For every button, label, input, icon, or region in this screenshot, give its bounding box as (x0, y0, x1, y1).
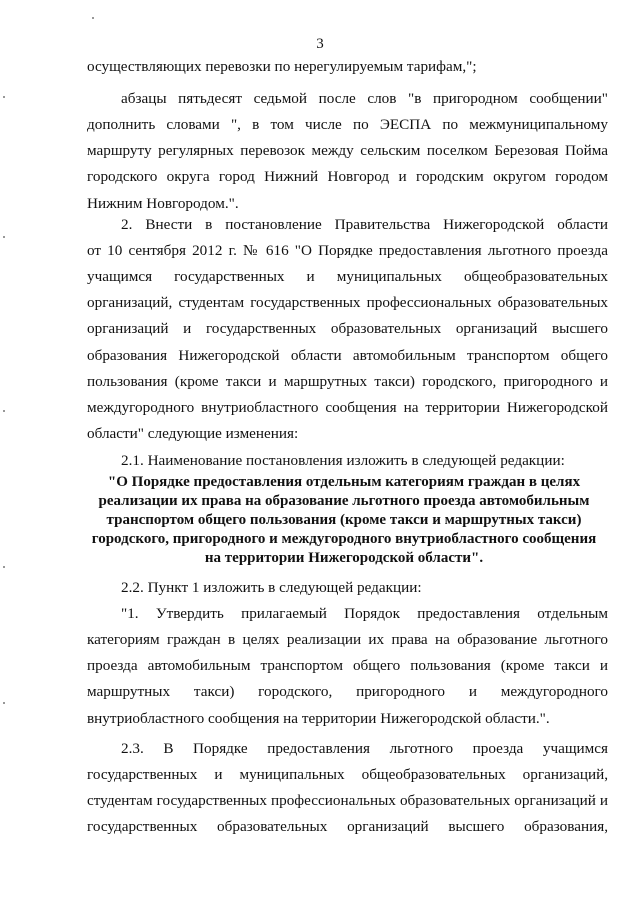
text-line: Нижним Новгородом.". (87, 195, 239, 212)
text-line: маршрутных такси) городского, пригородного и междугородного (87, 683, 608, 700)
title-line: транспортом общего пользования (кроме такси и маршрутных такси) (106, 512, 582, 528)
text-line: 2.3. В Порядке предоставления льготного проезда учащимся (121, 740, 608, 757)
text-line: организаций, студентам государственных профессиональных образовательных (87, 294, 608, 311)
text-line: 2.1. Наименование постановления изложить в следующей редакции: (121, 452, 565, 469)
text-line: "1. Утвердить прилагаемый Порядок предоставления отдельным (121, 605, 608, 622)
title-line: на территории Нижегородской области". (204, 550, 484, 566)
text-line: 2.2. Пункт 1 изложить в следующей редакции: (121, 579, 422, 596)
text-line: внутриобластного сообщения на территории Нижегородской области.". (87, 710, 550, 727)
text-line: осуществляющих перевозки по нерегулируемым тарифам,"; (87, 58, 477, 75)
scan-mark (3, 566, 5, 568)
text-line: проезда автомобильным транспортом общего пользования (кроме такси и (87, 657, 608, 674)
text-line: студентам государственных профессиональных образовательных организаций и (87, 792, 608, 809)
scan-mark (3, 410, 5, 412)
text-line: государственных образовательных организаций высшего образования, (87, 818, 608, 835)
title-line: "О Порядке предоставления отдельным категориям граждан в целях (107, 474, 581, 490)
scan-mark (3, 236, 5, 238)
text-line: абзацы пятьдесят седьмой после слов "в пригородном сообщении" (121, 90, 608, 107)
text-line: 2. Внести в постановление Правительства Нижегородской области (121, 216, 608, 233)
text-line: организаций и государственных образовательных организаций высшего (87, 320, 608, 337)
scan-mark (3, 96, 5, 98)
text-line: маршруту регулярных перевозок между сельским поселком Березовая Пойма (87, 142, 608, 159)
text-line: городского округа город Нижний Новгород и городским округом городом (87, 168, 608, 185)
scan-mark (92, 17, 94, 19)
page-number: 3 (316, 36, 324, 52)
title-line: городского, пригородного и междугородного внутриобластного сообщения (91, 531, 597, 547)
text-line: дополнить словами ", в том числе по ЭЕСПА по межмуниципальному (87, 116, 608, 133)
text-line: пользования (кроме такси и маршрутных такси) городского, пригородного и (87, 373, 608, 390)
scan-mark (3, 702, 5, 704)
text-line: области" следующие изменения: (87, 425, 299, 442)
text-line: образования Нижегородской области автомобильным транспортом общего (87, 347, 608, 364)
title-line: реализации их права на образование льготного проезда автомобильным (98, 493, 590, 509)
text-line: междугородного внутриобластного сообщения на территории Нижегородской (87, 399, 608, 416)
text-line: учащимся государственных и муниципальных общеобразовательных (87, 268, 608, 285)
text-line: государственных и муниципальных общеобразовательных организаций, (87, 766, 608, 783)
text-line: категориям граждан в целях реализации их права на образование льготного (87, 631, 608, 648)
text-line: от 10 сентября 2012 г. № 616 "О Порядке предоставления льготного проезда (87, 242, 608, 259)
